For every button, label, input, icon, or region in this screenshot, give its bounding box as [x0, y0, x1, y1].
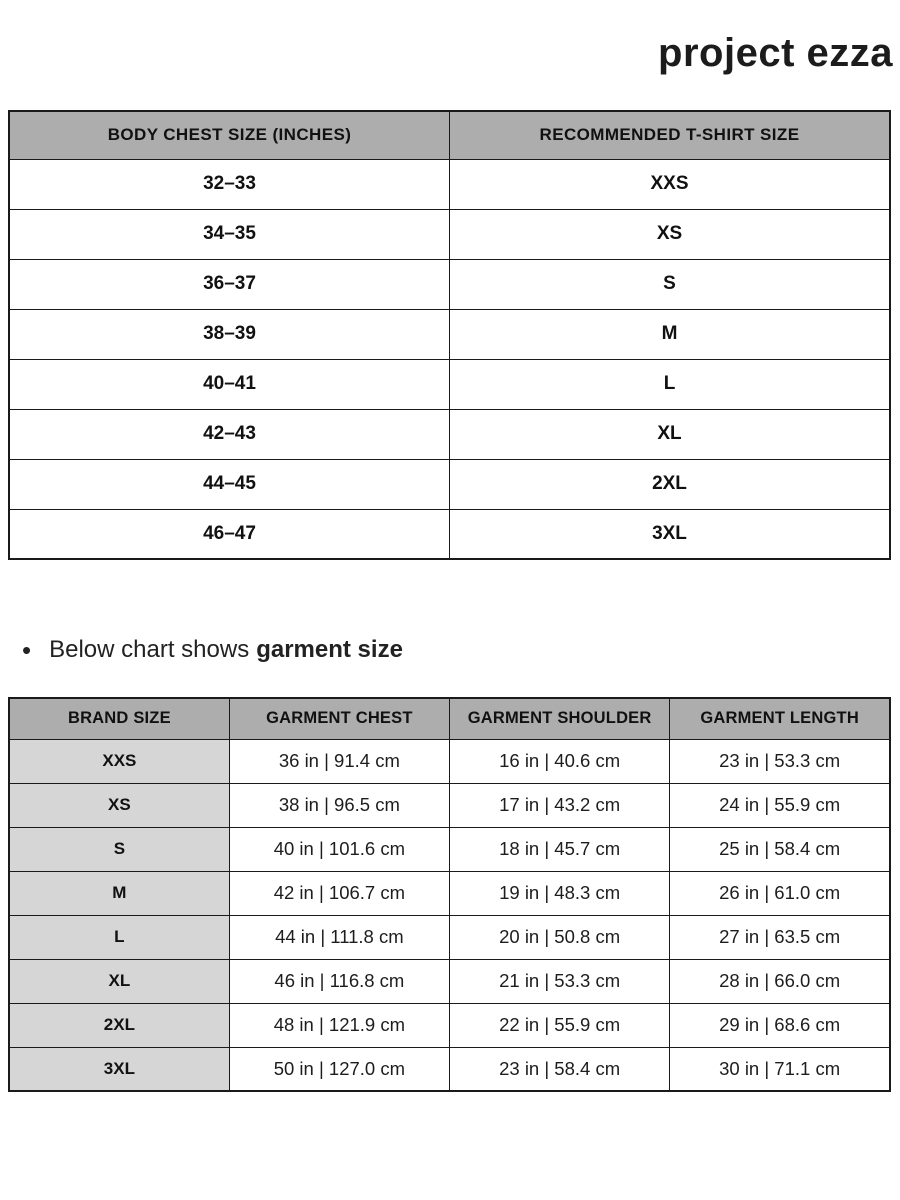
garment-size-table: [8, 697, 891, 1092]
table-cell: 22 in | 55.9 cm: [450, 1003, 670, 1047]
table-cell: 42 in | 106.7 cm: [229, 871, 449, 915]
column-header: GARMENT LENGTH: [670, 698, 890, 739]
table-cell: 21 in | 53.3 cm: [450, 959, 670, 1003]
table-row: [9, 1047, 890, 1091]
table-cell: 20 in | 50.8 cm: [450, 915, 670, 959]
table-cell: 2XL: [450, 459, 891, 509]
table-cell: L: [450, 359, 891, 409]
table-cell: 50 in | 127.0 cm: [229, 1047, 449, 1091]
table-cell: 38–39: [9, 309, 450, 359]
table-cell: 38 in | 96.5 cm: [229, 783, 449, 827]
garment-chart-header: [9, 698, 890, 739]
table-row: [9, 209, 890, 259]
column-header: BRAND SIZE: [9, 698, 229, 739]
table-row: [9, 1003, 890, 1047]
table-cell: 18 in | 45.7 cm: [450, 827, 670, 871]
table-cell: XS: [450, 209, 891, 259]
column-header: GARMENT CHEST: [229, 698, 449, 739]
table-cell: XS: [9, 783, 229, 827]
table-cell: 24 in | 55.9 cm: [670, 783, 890, 827]
table-cell: 17 in | 43.2 cm: [450, 783, 670, 827]
table-row: [9, 509, 890, 559]
table-row: [9, 359, 890, 409]
table-cell: 19 in | 48.3 cm: [450, 871, 670, 915]
table-cell: 36 in | 91.4 cm: [229, 739, 449, 783]
table-cell: XXS: [450, 159, 891, 209]
table-row: [9, 871, 890, 915]
table-row: [9, 739, 890, 783]
table-cell: 2XL: [9, 1003, 229, 1047]
table-cell: 46–47: [9, 509, 450, 559]
table-cell: M: [450, 309, 891, 359]
table-cell: 23 in | 53.3 cm: [670, 739, 890, 783]
note-bold-text: garment size: [256, 636, 403, 663]
table-row: [9, 309, 890, 359]
table-cell: S: [450, 259, 891, 309]
table-cell: 29 in | 68.6 cm: [670, 1003, 890, 1047]
column-header: RECOMMENDED T-SHIRT SIZE: [450, 111, 891, 159]
table-row: [9, 159, 890, 209]
brand-logo: project ezza: [658, 31, 893, 75]
table-cell: L: [9, 915, 229, 959]
table-cell: 32–33: [9, 159, 450, 209]
table-cell: 48 in | 121.9 cm: [229, 1003, 449, 1047]
table-cell: XL: [9, 959, 229, 1003]
table-cell: 40–41: [9, 359, 450, 409]
body-chest-size-table: [8, 110, 891, 560]
table-row: [9, 915, 890, 959]
table-cell: 42–43: [9, 409, 450, 459]
table-cell: 44–45: [9, 459, 450, 509]
table-cell: 44 in | 111.8 cm: [229, 915, 449, 959]
table-cell: 3XL: [450, 509, 891, 559]
table-row: [9, 827, 890, 871]
table-cell: 3XL: [9, 1047, 229, 1091]
table-row: [9, 783, 890, 827]
table-cell: 34–35: [9, 209, 450, 259]
table-cell: 30 in | 71.1 cm: [670, 1047, 890, 1091]
garment-size-note: [22, 636, 403, 664]
header-row: [9, 111, 890, 159]
table-cell: M: [9, 871, 229, 915]
table-cell: 46 in | 116.8 cm: [229, 959, 449, 1003]
table-cell: 23 in | 58.4 cm: [450, 1047, 670, 1091]
table-cell: XL: [450, 409, 891, 459]
table-row: [9, 459, 890, 509]
table-cell: 28 in | 66.0 cm: [670, 959, 890, 1003]
note-text: Below chart shows: [49, 636, 250, 663]
table-cell: XXS: [9, 739, 229, 783]
table-cell: 40 in | 101.6 cm: [229, 827, 449, 871]
size-chart-header: [9, 111, 890, 159]
table-row: [9, 409, 890, 459]
table-cell: 26 in | 61.0 cm: [670, 871, 890, 915]
table-cell: 27 in | 63.5 cm: [670, 915, 890, 959]
column-header: GARMENT SHOULDER: [450, 698, 670, 739]
column-header: BODY CHEST SIZE (INCHES): [9, 111, 450, 159]
table-cell: 25 in | 58.4 cm: [670, 827, 890, 871]
table-row: [9, 259, 890, 309]
table-cell: S: [9, 827, 229, 871]
table-cell: 36–37: [9, 259, 450, 309]
table-cell: 16 in | 40.6 cm: [450, 739, 670, 783]
header-row: [9, 698, 890, 739]
bullet-icon: •: [22, 635, 32, 665]
table-row: [9, 959, 890, 1003]
